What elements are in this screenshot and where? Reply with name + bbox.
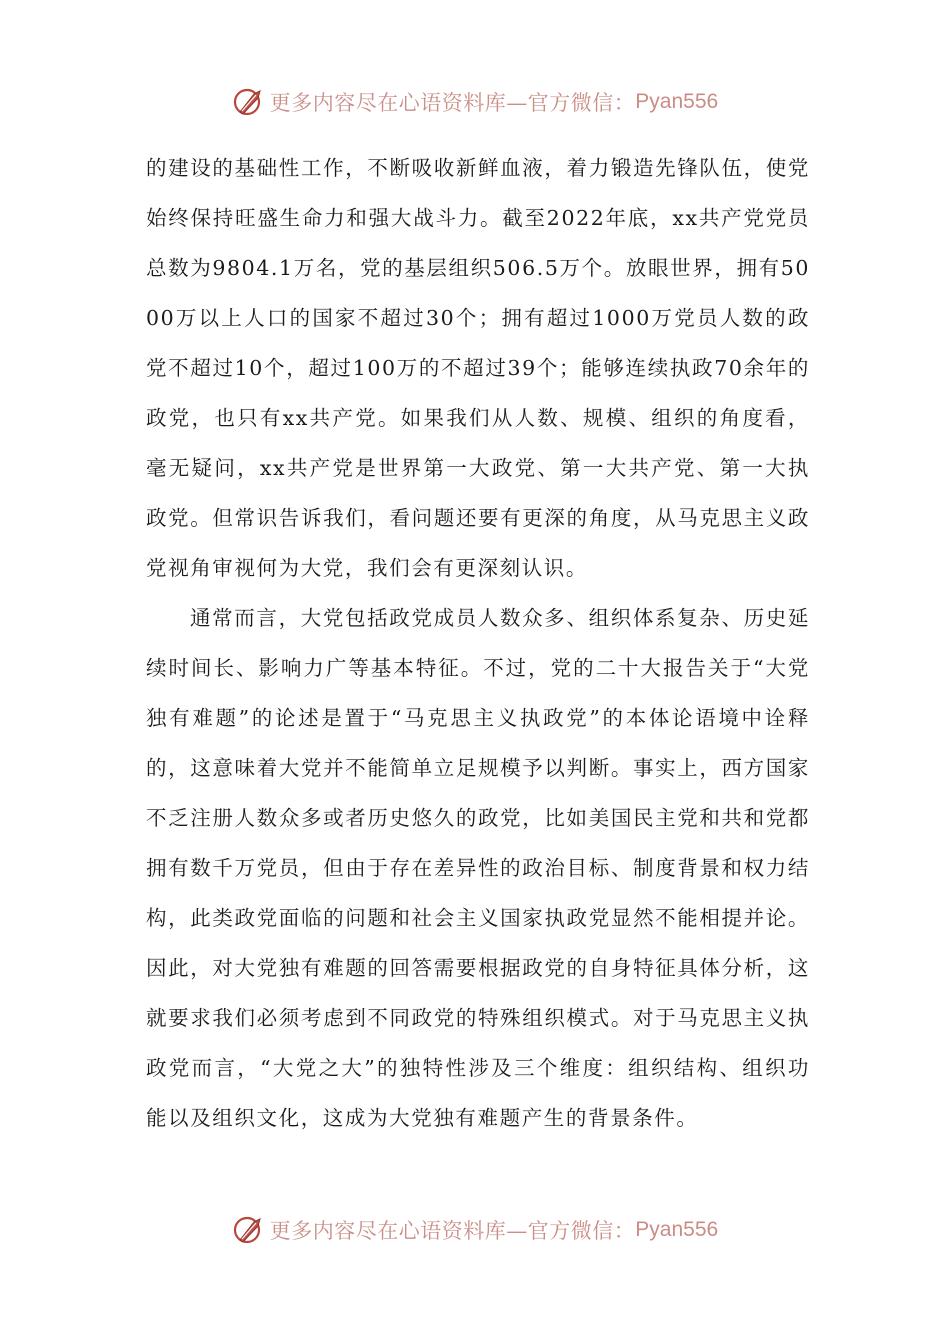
paragraph-1: 的建设的基础性工作，不断吸收新鲜血液，着力锻造先锋队伍，使党始终保持旺盛生命力和强大战斗力。截至2022年底，xx共产党党员总数为9804.1万名，党的基层组织506.5万个。放眼世界，拥有5000万以上人口的国家不超过30个；拥有超过1000万党员人数的政党不超过10个，超过100万的不超过39个；能够连续执政70余年的政党，也只有xx共产党。如果我们从人数、规模、组织的角度看，毫无疑问，xx共产党是世界第一大政党、第一大共产党、第一大执政党。但常识告诉我们，看问题还要有更深的角度，从马克思主义政党视角审视何为大党，我们会有更深刻认识。 xyxy=(146,156,810,580)
document-body xyxy=(146,143,810,1143)
wechat-id: Pyan556 xyxy=(635,1218,719,1241)
pen-nib-logo-icon xyxy=(232,1213,266,1247)
footer-watermark-banner xyxy=(0,1208,950,1252)
pen-nib-logo-icon xyxy=(232,85,266,119)
paragraph-2: 通常而言，大党包括政党成员人数众多、组织体系复杂、历史延续时间长、影响力广等基本特征。不过，党的二十大报告关于“大党独有难题”的论述是置于“马克思主义执政党”的本体论语境中诠释的，这意味着大党并不能简单立足规模予以判断。事实上，西方国家不乏注册人数众多或者历史悠久的政党，比如美国民主党和共和党都拥有数千万党员，但由于存在差异性的政治目标、制度背景和权力结构，此类政党面临的问题和社会主义国家执政党显然不能相提并论。因此，对大党独有难题的回答需要根据政党的自身特征具体分析，这就要求我们必须考虑到不同政党的特殊组织模式。对于马克思主义执政党而言，“大党之大”的独特性涉及三个维度：组织结构、组织功能以及组织文化，这成为大党独有难题产生的背景条件。 xyxy=(146,606,810,1130)
header-watermark-banner xyxy=(0,80,950,124)
banner-text: 更多内容尽在心语资料库—官方微信： xyxy=(269,91,636,115)
banner-text: 更多内容尽在心语资料库—官方微信： xyxy=(269,1219,636,1243)
wechat-id: Pyan556 xyxy=(635,90,719,113)
